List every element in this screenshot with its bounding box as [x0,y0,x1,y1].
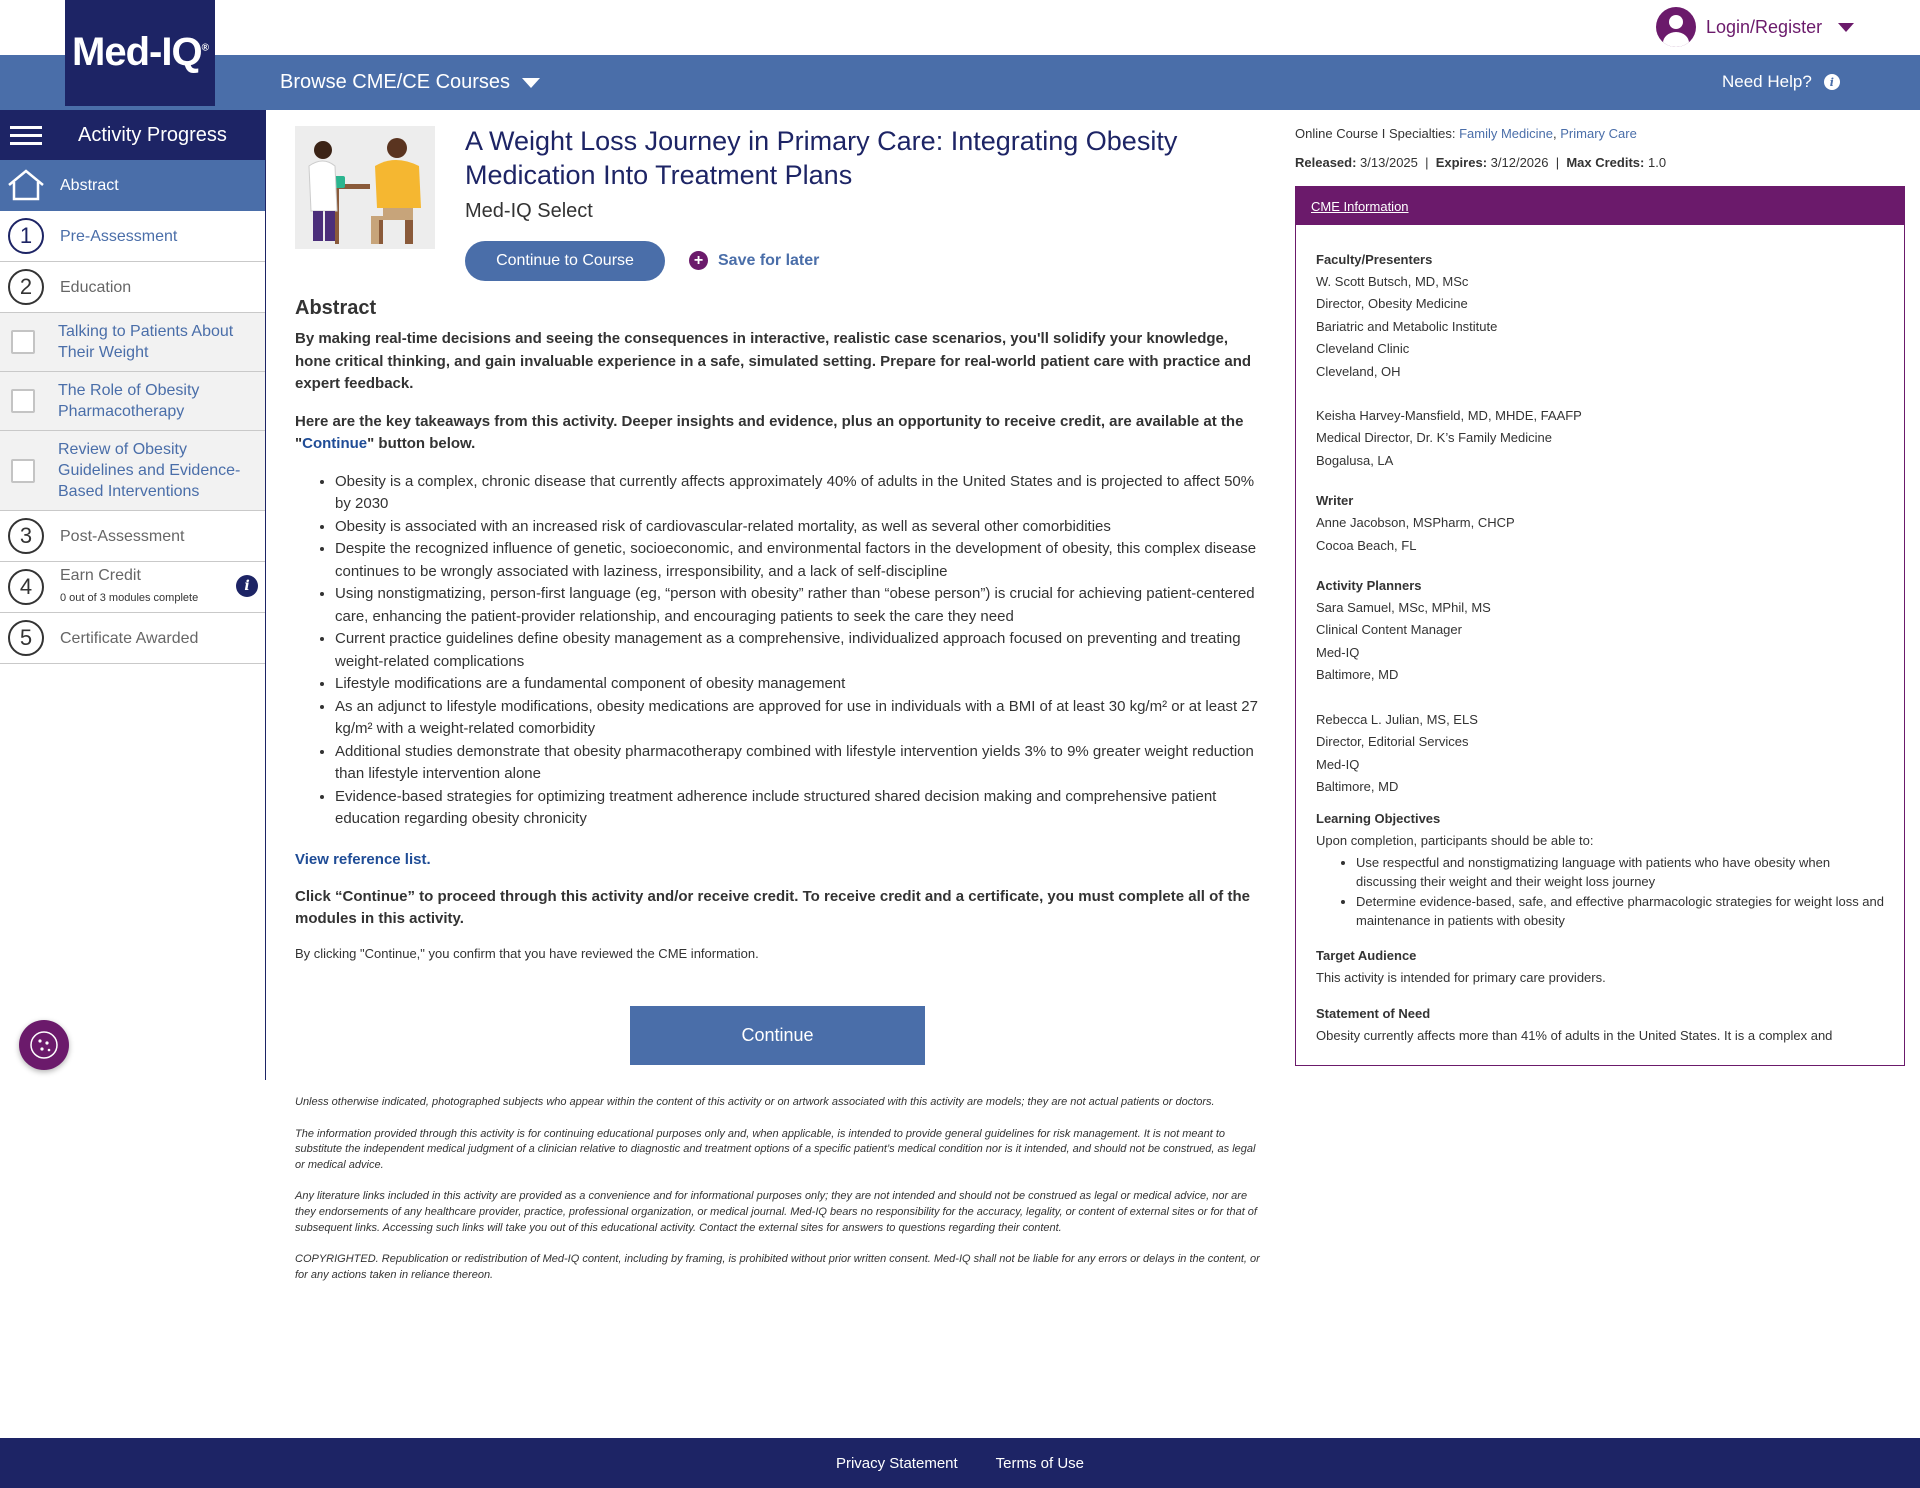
target-audience-text: This activity is intended for primary care providers. [1316,969,1606,985]
planner-line: Rebecca L. Julian, MS, ELS [1316,711,1478,727]
course-subtitle: Med-IQ Select [465,200,593,222]
faculty-line: Bogalusa, LA [1316,452,1394,468]
sidebar-item-post-assessment[interactable] [0,511,265,562]
course-meta-dates: Released: 3/13/2025 | Expires: 3/12/2026 | Max Credits: 1.0 [1295,155,1667,170]
module-checkbox [11,330,35,354]
sidebar-item-label: Review of Obesity Guidelines and Evidence-Based Interventions [58,441,241,500]
logo-registered-mark: ® [201,42,208,54]
faculty-line: Medical Director, Dr. K’s Family Medicine [1316,430,1552,446]
logo-text: Med-IQ [72,30,202,74]
writer-line: Cocoa Beach, FL [1316,537,1417,553]
expires-date: 3/12/2026 [1490,155,1549,170]
course-meta-specialties: Online Course I Specialties: Family Medicine, Primary Care [1295,126,1637,141]
sidebar-item-label: Abstract [60,176,119,194]
cme-information-box[interactable] [1295,186,1905,1066]
statement-of-need-text: Obesity currently affects more than 41% of adults in the United States. It is a complex and [1316,1028,1833,1044]
course-illustration [295,126,435,249]
sidebar-item-label: Earn Credit [60,567,141,584]
save-for-later-label: Save for later [718,251,820,269]
save-for-later-button[interactable] [689,251,819,270]
cookie-icon [19,1020,69,1070]
key-takeaways-list [335,471,1265,831]
need-help-link[interactable] [1722,72,1840,92]
statement-of-need-heading: Statement of Need [1316,1006,1431,1022]
meta-separator: I [1381,126,1386,141]
view-reference-list-link[interactable]: View reference list. [295,850,431,868]
faculty-line: Director, Obesity Medicine [1316,296,1468,312]
sidebar-item-label: Certificate Awarded [60,629,199,647]
list-item: • Using nonstigmatizing, person-first language (eg, “person with obesity” rather than “obese person”) is crucial for achieving patient-centered care, enhancing the patient-provider relationship, and encouraging patients to seek the care they need [335,583,1265,628]
sidebar-item-label: Pre-Assessment [60,227,178,245]
sidebar-title: Activity Progress [78,123,227,146]
faculty-line: Cleveland Clinic [1316,341,1410,357]
planner-line: Sara Samuel, MSc, MPhil, MS [1316,600,1491,616]
planner-line: Med-IQ [1316,644,1360,660]
key-takeaways-intro [295,411,1265,456]
planner-line: Baltimore, MD [1316,778,1399,794]
sidebar-item-earn-credit[interactable] [0,562,265,613]
cme-information-tab[interactable]: CME Information [1311,198,1409,214]
max-credits-value: 1.0 [1647,155,1667,170]
disclaimers [295,1095,1265,1299]
released-date: 3/13/2025 [1360,155,1418,170]
login-register-menu[interactable] [1656,7,1854,47]
spacer [1316,383,1884,405]
max-credits-label: Max Credits: [1566,155,1645,170]
course-title: A Weight Loss Journey in Primary Care: Integrating Obesity Medication Into Treatment Plans [465,126,1178,190]
sidebar-item-abstract[interactable] [0,160,265,211]
takeaways-text-after: " button below. [367,435,476,452]
disclaimer-educational: The information provided through this activity is for continuing educational purposes only and, when applicable, is intended to provide general guidelines for risk management. It is not meant to substitute the independent medical judgment of a clinician relative to diagnostic and treatment options of a specific patient’s medical condition nor is it intended, and should not be construed, as legal or medical advice. [295,1127,1256,1171]
list-item: • Despite the recognized influence of genetic, socioeconomic, and environmental factors in the development of obesity, this complex disease continues to be wrongly associated with laziness, irresponsibility, and a lack of self-discipline [335,538,1265,583]
cme-confirm-note: By clicking "Continue," you confirm that you have reviewed the CME information. [295,945,759,961]
continue-inline-link: Continue [302,435,368,452]
earn-credit-text [60,565,198,609]
hamburger-menu-icon[interactable] [10,121,42,150]
abstract-intro: By making real-time decisions and seeing the consequences in interactive, realistic case scenarios, you'll solidify your knowledge, hone critical thinking, and gain invaluable experience in a safe, simulated setting. Prepare for real-world patient care with practice and expert feedback. [295,330,1252,392]
planner-line: Clinical Content Manager [1316,622,1462,638]
privacy-statement-link[interactable]: Privacy Statement [835,1454,958,1472]
faculty-line: Bariatric and Metabolic Institute [1316,318,1498,334]
info-icon[interactable]: i [236,575,258,597]
sidebar-item-education[interactable] [0,262,265,313]
objectives-list [1356,853,1884,931]
cme-information-content [1296,225,1904,1048]
browse-courses-menu[interactable] [280,71,540,94]
planner-line: Med-IQ [1316,756,1360,772]
writer-line: Anne Jacobson, MSPharm, CHCP [1316,515,1515,531]
list-item: • As an adjunct to lifestyle modifications, obesity medications are approved for use in individuals with a BMI of at least 30 kg/m² or at least 27 kg/m² with a weight-related comorbidity [335,696,1265,741]
abstract-section [295,297,1265,961]
module-checkbox [11,389,35,413]
sidebar-item-label: The Role of Obesity Pharmacotherapy [58,382,200,420]
med-iq-logo[interactable] [65,0,215,106]
list-item: • Additional studies demonstrate that obesity pharmacotherapy combined with lifestyle intervention yields 3% to 9% greater weight reduction than lifestyle intervention alone [335,741,1265,786]
list-item: • Determine evidence-based, safe, and effective pharmacologic strategies for weight loss and maintenance in patients with obesity [1356,892,1884,931]
plus-circle-icon: + [689,251,708,270]
step-number-badge: 1 [8,218,44,254]
sidebar-item-certificate[interactable] [0,613,265,664]
takeaways-text-before: Here are the key takeaways from this activity. Deeper insights and evidence, plus an opportunity to receive credit, are available at the " [295,412,1244,452]
faculty-heading: Faculty/Presenters [1316,252,1433,267]
disclaimer-models: Unless otherwise indicated, photographed subjects who appear within the content of this activity or on artwork associated with this activity are models; they are not actual patients or doctors. [295,1096,1215,1108]
list-item: • Lifestyle modifications are a fundamental component of obesity management [335,673,1265,696]
learning-objectives-heading: Learning Objectives [1316,811,1441,827]
step-number-badge: 3 [8,518,44,554]
sidebar-item-label: Talking to Patients About Their Weight [58,323,234,361]
writer-heading: Writer [1316,493,1354,509]
planner-line: Director, Editorial Services [1316,734,1469,750]
objectives-intro: Upon completion, participants should be able to: [1316,833,1594,849]
list-item: • Use respectful and nonstigmatizing language with patients who have obesity when discussing their weight and their weight loss journey [1356,853,1884,892]
info-icon: i [1824,74,1840,90]
faculty-line: Cleveland, OH [1316,363,1401,379]
course-type: Online Course [1295,126,1379,141]
home-icon [6,168,46,202]
step-number-badge: 5 [8,620,44,656]
terms-of-use-link[interactable]: Terms of Use [995,1454,1085,1472]
sidebar-item-talking-to-patients[interactable] [0,313,265,372]
disclaimer-copyright: COPYRIGHTED. Republication or redistribution of Med-IQ content, including by framing, is prohibited without prior written consent. Med-IQ shall not be liable for any errors or delays in the content, or for any actions taken in reliance thereon. [295,1253,1260,1281]
cme-information-header [1296,187,1904,225]
released-label: Released: [1295,155,1357,170]
sidebar-item-obesity-pharmacotherapy[interactable] [0,372,265,431]
sidebar-item-label: Post-Assessment [60,527,185,545]
sidebar-item-obesity-guidelines[interactable] [0,431,265,511]
cookie-settings-button[interactable] [19,1020,69,1070]
specialties-label: Specialties: [1388,126,1456,141]
spacer [1316,687,1884,709]
faculty-line: Keisha Harvey-Mansfield, MD, MHDE, FAAFP [1316,408,1582,424]
list-item: • Current practice guidelines define obesity management as a comprehensive, individualized approach focused on preventing and treating weight-related complications [335,628,1265,673]
site-footer [0,1438,1920,1488]
specialty-link-family-medicine[interactable]: Family Medicine [1459,126,1554,141]
abstract-heading: Abstract [295,297,377,319]
continue-to-course-button[interactable]: Continue to Course [465,241,665,281]
sidebar-header [0,110,265,160]
doctor-patient-illustration-icon [295,126,435,249]
modules-complete-count: 0 out of 3 modules complete [60,592,199,604]
sidebar-item-label: Education [60,278,132,296]
planner-line: Baltimore, MD [1316,667,1399,683]
chevron-down-icon [1838,23,1854,32]
sidebar-item-pre-assessment[interactable] [0,211,265,262]
faculty-line: W. Scott Butsch, MD, MSc [1316,274,1469,289]
top-bar [0,0,1920,55]
planners-heading: Activity Planners [1316,578,1422,594]
need-help-label: Need Help? [1722,72,1812,91]
user-avatar-icon [1656,7,1696,47]
step-number-badge: 2 [8,269,44,305]
continue-instructions: Click “Continue” to proceed through this activity and/or receive credit. To receive credit and a certificate, you must complete all of the modules in this activity. [295,887,1250,927]
list-item: • Obesity is associated with an increased risk of cardiovascular-related mortality, as well as several other comorbidities [335,516,1265,539]
expires-label: Expires: [1435,155,1488,170]
activity-progress-sidebar [0,110,266,1080]
browse-courses-label: Browse CME/CE Courses [280,71,511,93]
continue-button[interactable]: Continue [630,1006,925,1065]
step-number-badge: 4 [8,569,44,605]
login-register-label: Login/Register [1706,16,1823,37]
list-item: • Evidence-based strategies for optimizing treatment adherence include structured shared decision making and comprehensive patient education regarding obesity chronicity [335,786,1265,831]
specialty-link-primary-care[interactable]: Primary Care [1560,126,1637,141]
module-checkbox [11,459,35,483]
list-item: • Obesity is a complex, chronic disease that currently affects approximately 40% of adults in the United States and is projected to affect 50% by 2030 [335,471,1265,516]
chevron-down-icon [522,78,540,88]
disclaimer-links: Any literature links included in this activity are provided as a convenience and for informational purposes only; they are not intended and should not be construed as legal or medical advice, nor are they endorsements of any healthcare provider, practice, professional organization, or medical journal. Med-IQ bears no responsibility for the accuracy, legality, or content of external sites or for that of subsequent links. Accessing such links will take you out of this educational activity. Contact the external sites for answers to questions regarding their content. [295,1190,1257,1234]
course-info-panel [1295,126,1905,1044]
target-audience-heading: Target Audience [1316,947,1417,963]
